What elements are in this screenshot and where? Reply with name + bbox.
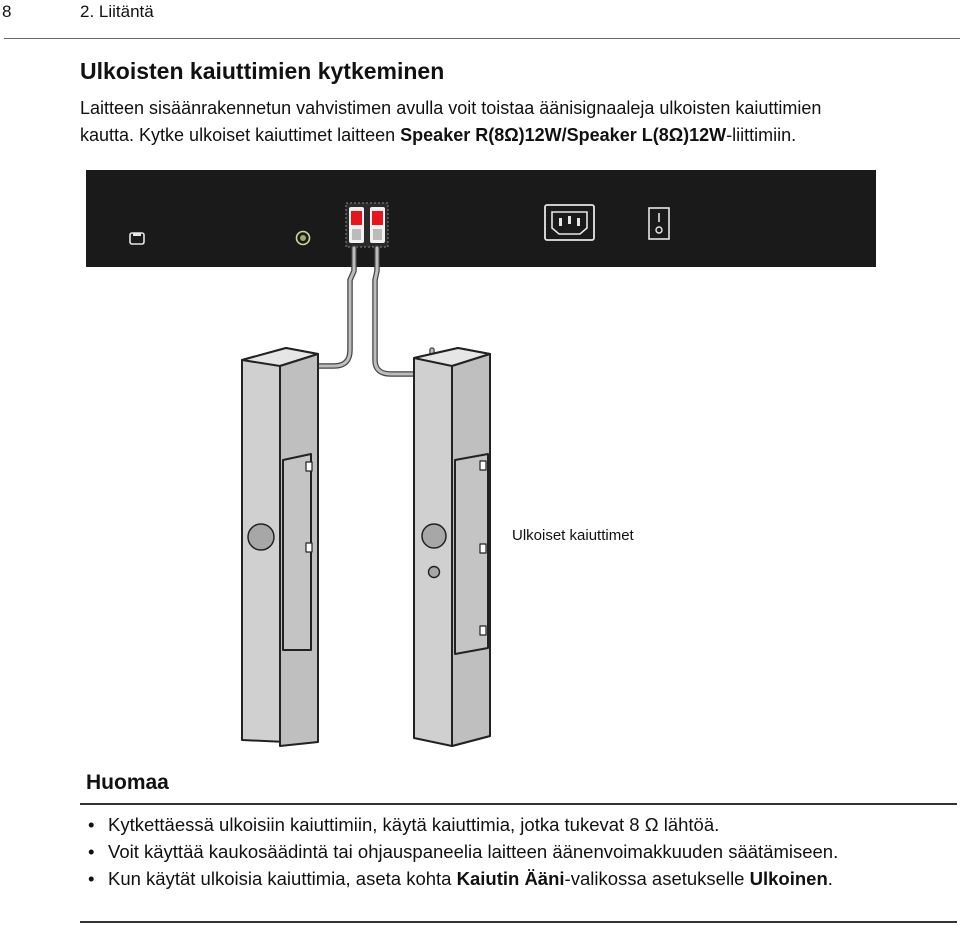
note-item-3-text-a: Kun käytät ulkoisia kaiuttimia, aseta kohta: [108, 868, 457, 889]
diagram-svg: [86, 170, 876, 760]
note-title: Huomaa: [86, 771, 169, 794]
left-speaker: [242, 348, 318, 746]
speaker-terminal-icon: [346, 203, 388, 247]
intro-text-b: -liittimiin.: [726, 125, 797, 145]
setting-value: Ulkoinen: [749, 868, 828, 889]
page-number: 8: [2, 2, 12, 21]
header-divider: [4, 38, 960, 39]
right-speaker: [414, 348, 490, 746]
note-divider-bottom: [80, 921, 957, 923]
device-rear-panel: [86, 170, 876, 267]
page-header: [0, 0, 960, 40]
note-list: [86, 811, 956, 892]
note-item-3-text-c: .: [827, 868, 833, 889]
figure-label: Ulkoiset kaiuttimet: [512, 527, 634, 544]
chapter-title: 2. Liitäntä: [80, 2, 154, 21]
intro-line-2: [80, 122, 952, 149]
note-item-2: • Voit käyttää kaukosäädintä tai ohjauspaneelia laitteen äänenvoimakkuuden säätämiseen.: [86, 838, 956, 865]
intro-line-1: Laitteen sisäänrakennetun vahvistimen avulla voit toistaa äänisignaaleja ulkoisten kaiuttimien: [80, 98, 822, 118]
note-item-3-text-b: -valikossa asetukselle: [564, 868, 750, 889]
note-item-3: [86, 865, 956, 892]
note-item-1: • Kytkettäessä ulkoisiin kaiuttimiin, käytä kaiuttimia, jotka tukevat 8 Ω lähtöä.: [86, 811, 956, 838]
intro-text-a: kautta. Kytke ulkoiset kaiuttimet laitteen: [80, 125, 401, 145]
intro-paragraph: [80, 95, 952, 149]
menu-name: Kaiutin Ääni: [456, 868, 565, 889]
note-divider-top: [80, 803, 957, 805]
connection-diagram: [86, 170, 876, 760]
section-title: Ulkoisten kaiuttimien kytkeminen: [80, 58, 445, 84]
connector-name: Speaker R(8Ω)12W/Speaker L(8Ω)12W: [400, 125, 727, 145]
